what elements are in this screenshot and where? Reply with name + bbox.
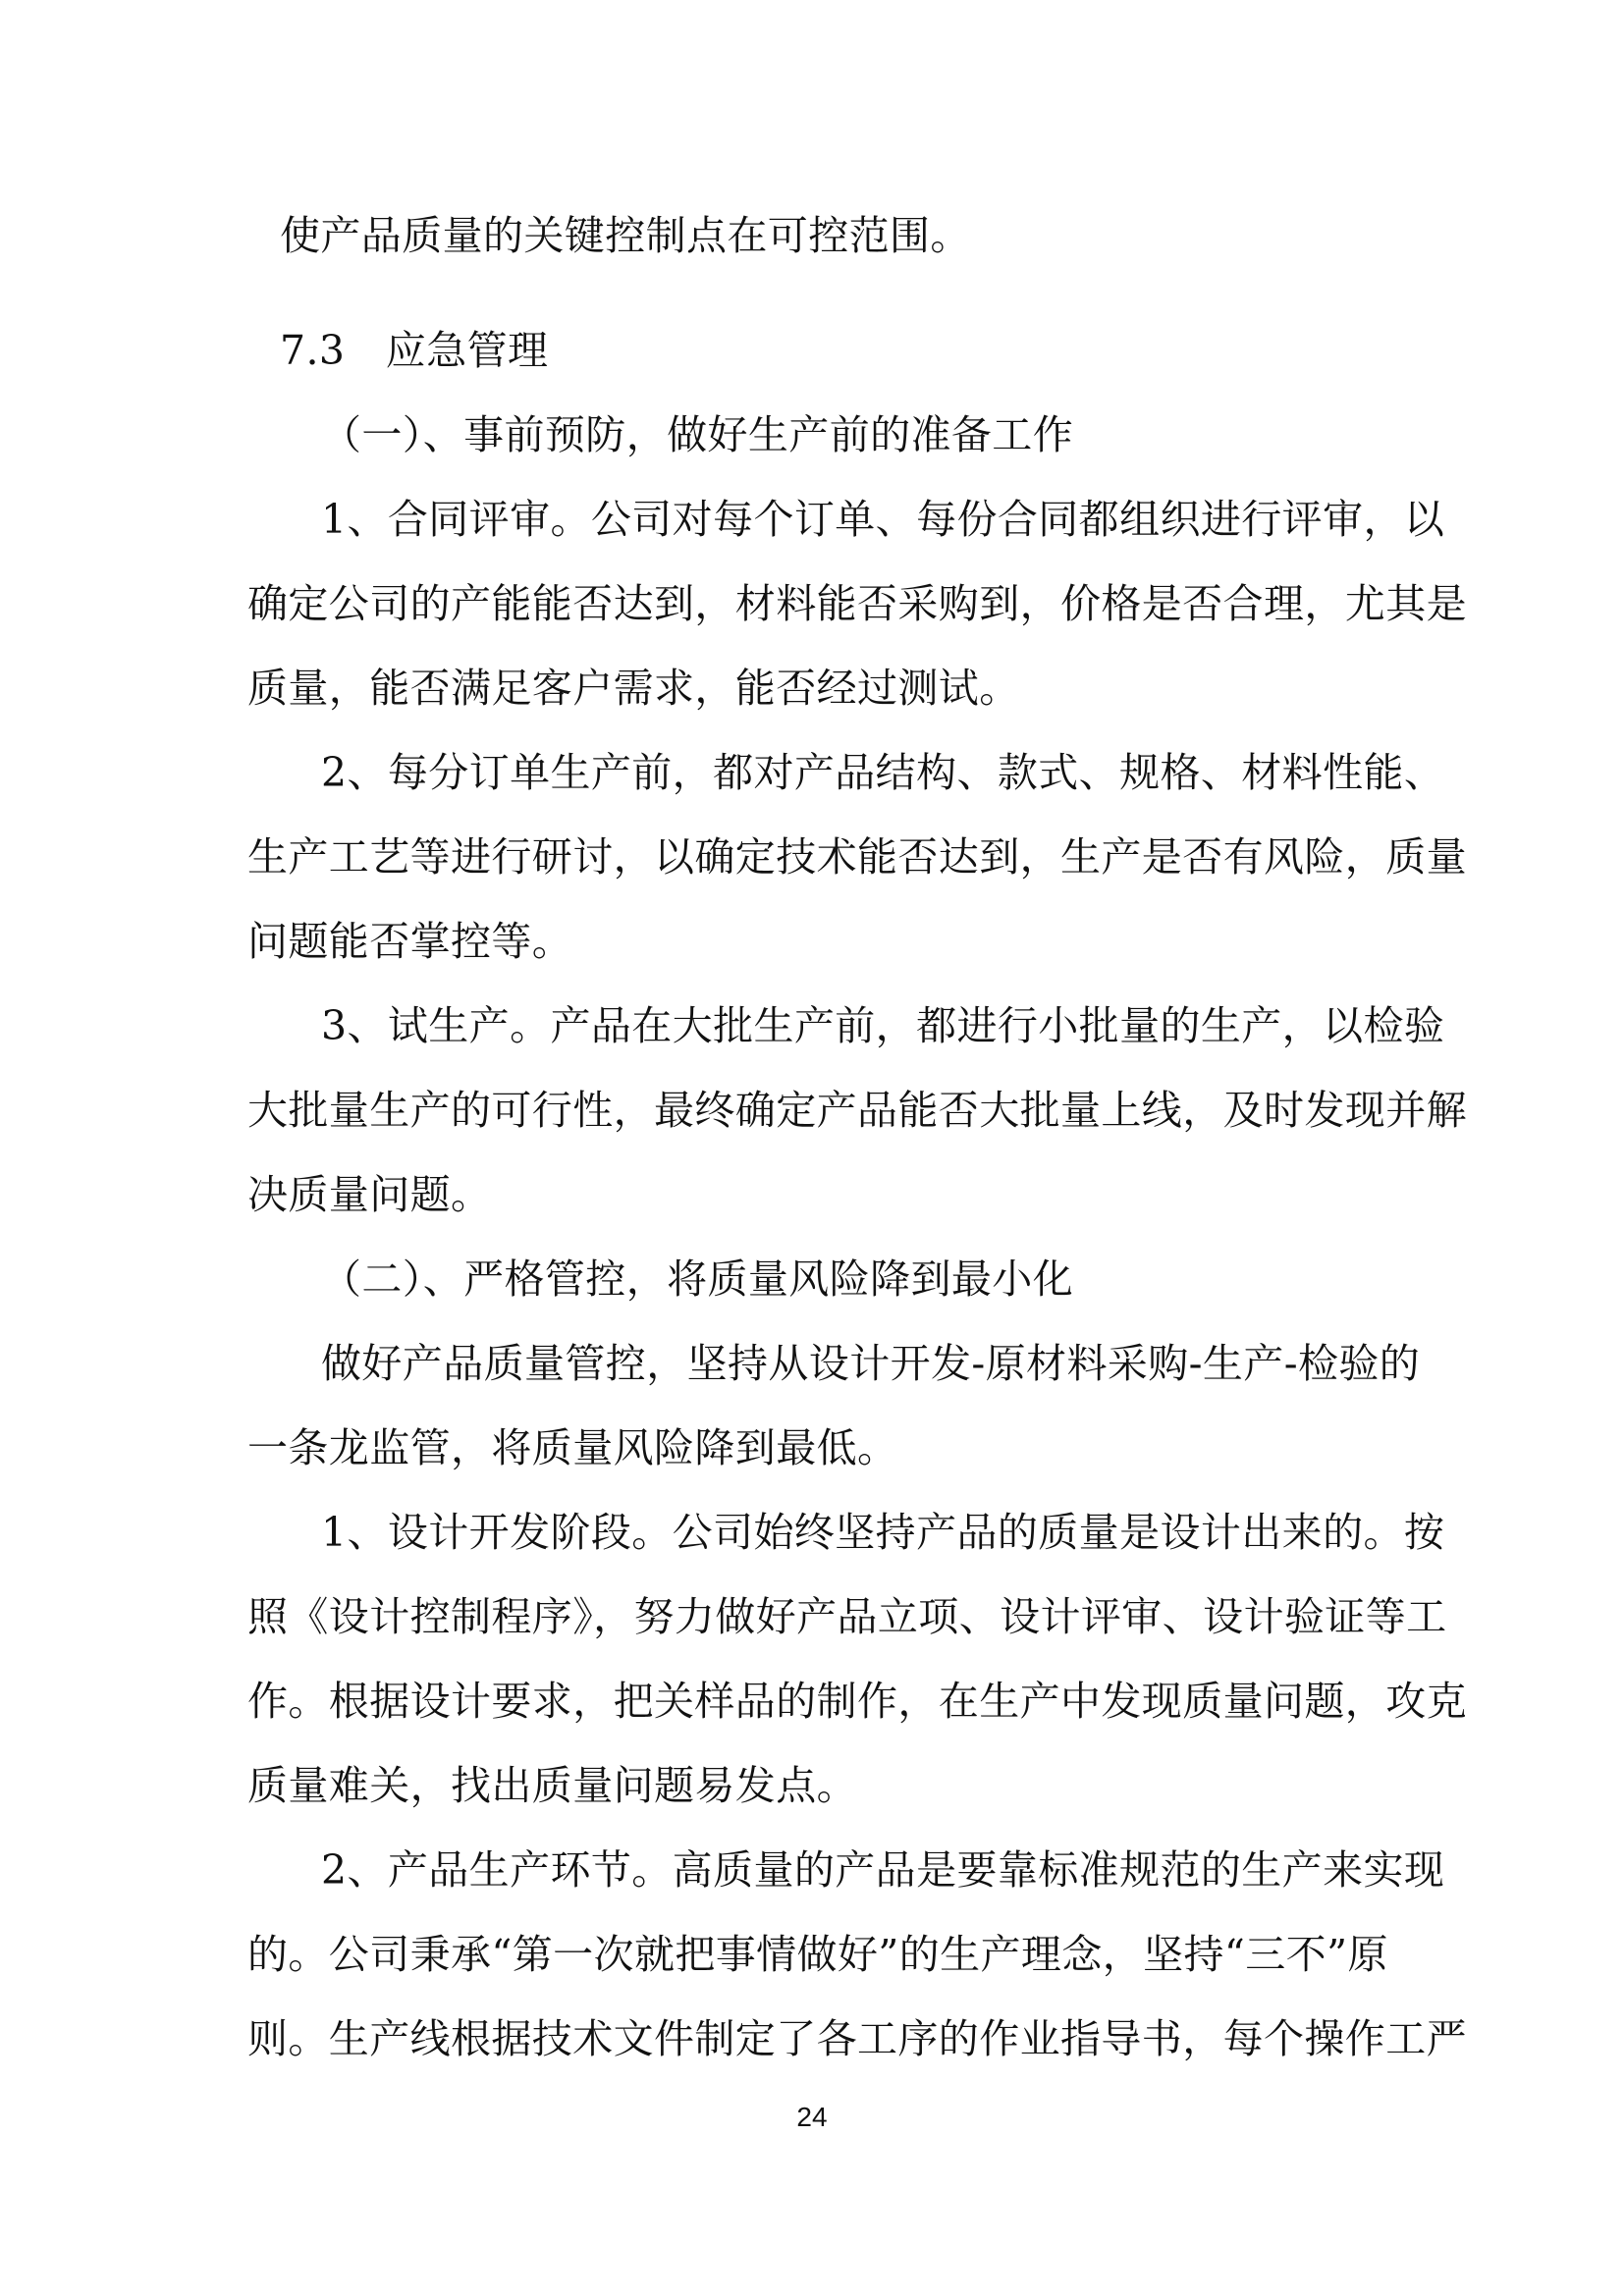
paragraph-line: 2、产品生产环节。高质量的产品是要靠标准规范的生产来实现 bbox=[321, 1846, 1445, 1894]
paragraph-line: 决质量问题。 bbox=[247, 1171, 492, 1218]
subsection-heading: （一）、事前预防，做好生产前的准备工作 bbox=[321, 411, 1074, 458]
paragraph-line: 照《设计控制程序》，努力做好产品立项、设计评审、设计验证等工 bbox=[247, 1593, 1447, 1640]
paragraph-line: 3、试生产。产品在大批生产前，都进行小批量的生产，以检验 bbox=[321, 1002, 1445, 1049]
paragraph-line: 使产品质量的关键控制点在可控范围。 bbox=[280, 212, 971, 259]
paragraph-line: 做好产品质量管控，坚持从设计开发-原材料采购-生产-检验的 bbox=[321, 1340, 1421, 1387]
paragraph-line: 确定公司的产能能否达到，材料能否采购到，价格是否合理，尤其是 bbox=[247, 580, 1467, 627]
paragraph-line: 大批量生产的可行性，最终确定产品能否大批量上线，及时发现并解 bbox=[247, 1087, 1467, 1134]
paragraph-line: 问题能否掌控等。 bbox=[247, 918, 573, 965]
paragraph-line: 2、每分订单生产前，都对产品结构、款式、规格、材料性能、 bbox=[321, 749, 1445, 796]
subsection-heading: （二）、严格管控，将质量风险降到最小化 bbox=[321, 1255, 1074, 1303]
paragraph-line: 生产工艺等进行研讨，以确定技术能否达到，生产是否有风险，质量 bbox=[247, 833, 1467, 881]
section-heading: 7.3 应急管理 bbox=[280, 327, 549, 374]
paragraph-line: 则。生产线根据技术文件制定了各工序的作业指导书，每个操作工严 bbox=[247, 2015, 1467, 2062]
paragraph-line: 一条龙监管，将质量风险降到最低。 bbox=[247, 1424, 898, 1471]
paragraph-line: 1、合同评审。公司对每个订单、每份合同都组织进行评审，以 bbox=[321, 496, 1445, 543]
paragraph-line: 作。根据设计要求，把关样品的制作，在生产中发现质量问题，攻克 bbox=[247, 1678, 1467, 1725]
paragraph-line: 质量难关，找出质量问题易发点。 bbox=[247, 1762, 857, 1809]
paragraph-line: 1、设计开发阶段。公司始终坚持产品的质量是设计出来的。按 bbox=[321, 1509, 1445, 1556]
page-number: 24 bbox=[796, 2102, 828, 2132]
paragraph-line: 的。公司秉承“第一次就把事情做好”的生产理念，坚持“三不”原 bbox=[247, 1931, 1388, 1978]
paragraph-line: 质量，能否满足客户需求，能否经过测试。 bbox=[247, 665, 1020, 712]
